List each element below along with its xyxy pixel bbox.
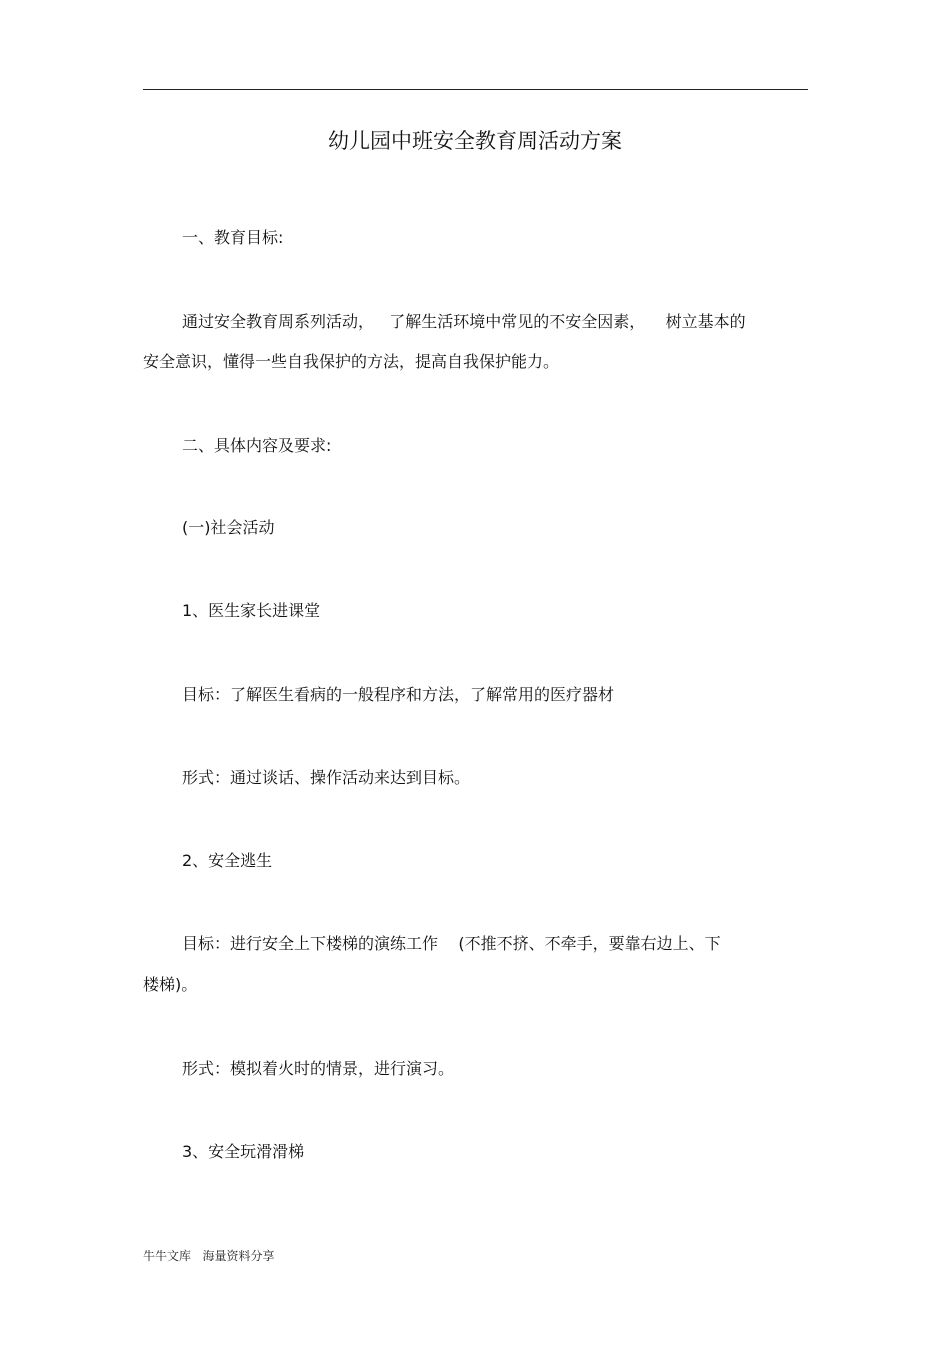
paragraph-line: 楼梯)。 — [143, 975, 198, 994]
paragraph-line: 形式：通过谈话、操作活动来达到目标。 — [182, 768, 471, 787]
paragraph-line: 目标：进行安全上下楼梯的演练工作 (不推不挤、不牵手，要靠右边上、下 — [182, 934, 721, 953]
list-item-heading: 3、安全玩滑滑梯 — [182, 1142, 305, 1161]
list-item-heading: 1、医生家长进课堂 — [182, 601, 321, 620]
paragraph-line: 目标：了解医生看病的一般程序和方法，了解常用的医疗器材 — [182, 685, 615, 704]
list-item-heading: 2、安全逃生 — [182, 851, 273, 870]
paragraph-line: 通过安全教育周系列活动， 了解生活环境中常见的不安全因素， 树立基本的 — [182, 312, 746, 331]
subsection-heading-social: (一)社会活动 — [182, 518, 275, 537]
document-title: 幼儿园中班安全教育周活动方案 — [328, 129, 622, 153]
section-heading-content: 二、具体内容及要求: — [182, 436, 332, 455]
paragraph-line: 安全意识，懂得一些自我保护的方法，提高自我保护能力。 — [143, 352, 560, 371]
section-heading-objectives: 一、教育目标: — [182, 228, 284, 247]
page-footer: 牛牛文库 海量资料分享 — [143, 1249, 275, 1263]
header-rule — [143, 89, 808, 90]
paragraph-line: 形式：模拟着火时的情景，进行演习。 — [182, 1059, 455, 1078]
